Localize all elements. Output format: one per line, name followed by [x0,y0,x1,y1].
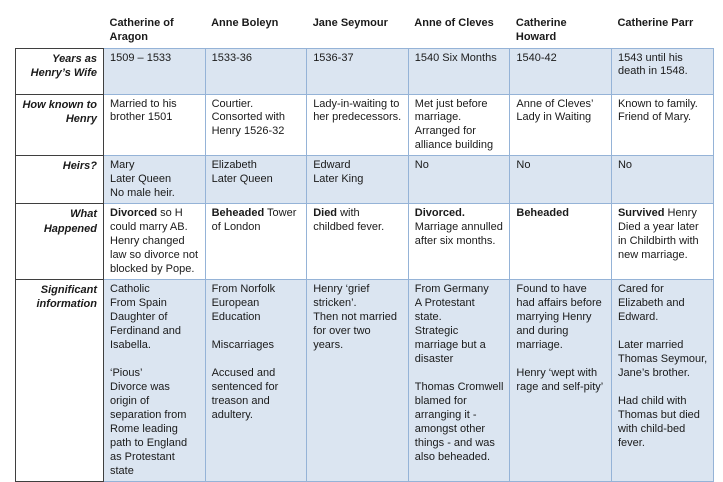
header-row [16,10,714,48]
table-cell: Mary Later Queen No male heir. [104,156,206,204]
row-what-happened [16,204,714,280]
table-cell: Found to have had affairs before marrying Henry and during marriage. Henry ‘wept with rage and self-pity’ [510,280,612,482]
henry-wives-table [15,10,714,482]
table-cell: No [611,156,713,204]
table-cell: Met just before marriage. Arranged for alliance building [408,94,510,156]
table-cell: No [408,156,510,204]
row-significant-info [16,280,714,482]
table-cell: No [510,156,612,204]
row-label-significant-info: Significant information [16,280,104,482]
column-header-catherine-parr: Catherine Parr [611,10,713,48]
column-header-anne-of-cleves: Anne of Cleves [408,10,510,48]
corner-cell [16,10,104,48]
table-cell: Died with childbed fever. [307,204,409,280]
table-cell: From Norfolk European Education Miscarriages Accused and sentenced for treason and adultery. [205,280,307,482]
table-cell: Survived Henry Died a year later in Childbirth with new marriage. [611,204,713,280]
table-cell: 1540-42 [510,48,612,94]
column-header-jane-seymour: Jane Seymour [307,10,409,48]
table-cell: Divorced. Marriage annulled after six months. [408,204,510,280]
table-cell: Courtier. Consorted with Henry 1526-32 [205,94,307,156]
table-cell: 1536-37 [307,48,409,94]
table-cell: Known to family. Friend of Mary. [611,94,713,156]
table-cell: 1543 until his death in 1548. [611,48,713,94]
table-cell: Anne of Cleves’ Lady in Waiting [510,94,612,156]
row-label-heirs: Heirs? [16,156,104,204]
table-cell: Elizabeth Later Queen [205,156,307,204]
column-header-catherine-of-aragon: Catherine of Aragon [104,10,206,48]
column-header-catherine-howard: Catherine Howard [510,10,612,48]
table-cell: Edward Later King [307,156,409,204]
row-heirs [16,156,714,204]
table-cell: Henry ‘grief stricken’. Then not married for over two years. [307,280,409,482]
row-label-what-happened: What Happened [16,204,104,280]
table-cell: Beheaded [510,204,612,280]
table-cell: 1533-36 [205,48,307,94]
table-cell: 1509 – 1533 [104,48,206,94]
table-cell: Married to his brother 1501 [104,94,206,156]
row-label-how-known: How known to Henry [16,94,104,156]
table-cell: Cared for Elizabeth and Edward. Later married Thomas Seymour, Jane’s brother. Had child with Thomas but died with child-bed fever. [611,280,713,482]
table-cell: Lady-in-waiting to her predecessors. [307,94,409,156]
table-cell: 1540 Six Months [408,48,510,94]
table-cell: From Germany A Protestant state. Strategic marriage but a disaster Thomas Cromwell blamed for arranging it - amongst other things - and was also beheaded. [408,280,510,482]
column-header-anne-boleyn: Anne Boleyn [205,10,307,48]
table-cell: Divorced so H could marry AB. Henry changed law so divorce not blocked by Pope. [104,204,206,280]
row-years-as-wife [16,48,714,94]
row-how-known [16,94,714,156]
table-cell: Catholic From Spain Daughter of Ferdinand and Isabella. ‘Pious’ Divorce was origin of separation from Rome leading path to England as Protestant state [104,280,206,482]
row-label-years-as-wife: Years as Henry’s Wife [16,48,104,94]
table-cell: Beheaded Tower of London [205,204,307,280]
